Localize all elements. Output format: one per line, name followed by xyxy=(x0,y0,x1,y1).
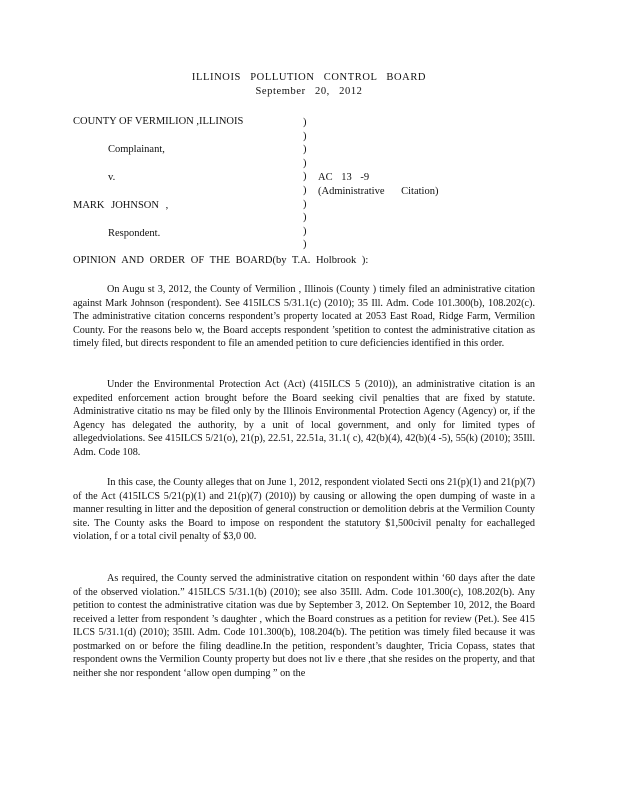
paragraph-3 xyxy=(73,476,535,544)
board-name: ILLINOIS POLLUTION CONTROL BOARD xyxy=(191,72,427,83)
complainant-role: Complainant, xyxy=(108,144,165,155)
paragraph-2-text: Under the Environmental Protection Act (Act) (415ILCS 5 (2010)), an administrative citation is an expedited enforcement action brought before the Board seeking civil penalties that are fixed by statute. Administrative citatio ns may be filed only by the Illinois Environmental Protection Agency (Agency) or, if the Agency has delegated the authority, by a unit of local government, and only for limited types of allegedviolations. See 415ILCS 5/21(o), 21(p), 22.51, 22.51a, 31.1( c), 42(b)(4), 42(b)(4 -5), 55(k) (2010); 35Ill. Adm. Code 108. xyxy=(73,379,535,458)
complainant-name: COUNTY OF VERMILION ,ILLINOIS xyxy=(73,116,244,127)
paragraph-1 xyxy=(73,283,535,351)
paragraph-2 xyxy=(73,378,535,459)
opinion-date: September 20, 2012 xyxy=(255,86,363,97)
respondent-role: Respondent. xyxy=(108,228,161,239)
versus-label: v. xyxy=(108,172,116,183)
paragraph-4 xyxy=(73,572,535,680)
respondent-name: MARK JOHNSON , xyxy=(73,200,169,211)
case-number: AC 13 -9 xyxy=(318,172,370,183)
case-type: (Administrative Citation) xyxy=(318,186,439,197)
paragraph-3-text: In this case, the County alleges that on June 1, 2012, respondent violated Secti ons 21(p)(1) and 21(p)(7) of the Act (415ILCS 5/21(p)(1) and 21(p)(7) (2010)) by causing or allowing the open dumping of waste in a manner resulting in litter and the deposition of general construction or demolition debris at the Vermilion County site. The County asks the Board to impose on respondent the statutory $1,500civil penalty for eachalleged violation, f or a total civil penalty of $3,0 00. xyxy=(73,477,535,543)
opinion-title: OPINION AND ORDER OF THE BOARD(by T.A. Holbrook ): xyxy=(73,255,369,266)
paragraph-4-text: As required, the County served the administrative citation on respondent within ‘60 days after the date of the observed violation.” 415ILCS 5/31.1(b) (2010); see also 35Ill. Adm. Code 101.300(c), 108.202(b). Any petition to contest the administrative citation was due by September 3, 2012. On September 10, 2012, the Board received a letter from respondent ’s daughter , which the Board construes as a petition for review (Pet.). See 415 ILCS 5/31.1(d) (2010); 35Ill. Adm. Code 101.300(b), 108.204(b). The petition was timely filed because it was postmarked on or before the filing deadline.In the petition, respondent’s daughter, Tricia Copass, states that respondent owns the Vermilion County property but does not liv e there ,that she resides on the property, and that neither she nor respondent ‘allow open dumping ” on the xyxy=(73,573,535,679)
caption-parentheses: ) ) ) ) ) ) ) ) ) ) xyxy=(303,117,307,251)
paragraph-1-text: On Augu st 3, 2012, the County of Vermilion , Illinois (County ) timely filed an administrative citation against Mark Johnson (respondent). See 415ILCS 5/31.1(c) (2010); 35 Ill. Adm. Code 101.300(b), 108.202(c). The administrative citation concerns respondent’s property located at 2053 East Road, Ridge Farm, Vermilion County. For the reasons belo w, the Board accepts respondent ’spetition to contest the administrative citation as timely filed, but directs respondent to file an amended petition to cure deficiencies identified in this order. xyxy=(73,284,535,350)
